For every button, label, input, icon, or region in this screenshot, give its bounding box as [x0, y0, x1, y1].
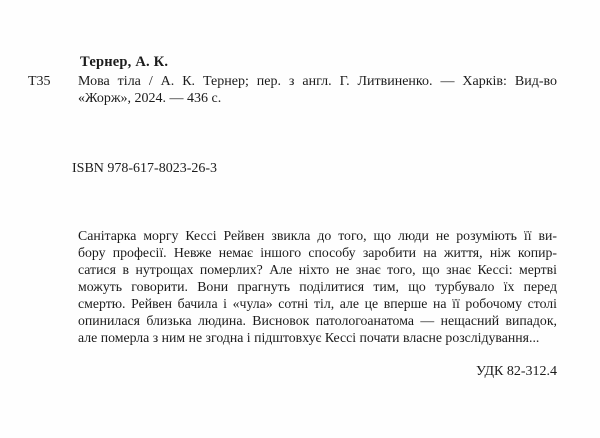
- annotation-line: але померла з ним не згодна і підштовхує Кессі почати власне розслідування...: [78, 330, 540, 345]
- annotation-line: сатися в нутрощах померлих? Але ніхто не знає того, що знає Кессі: мертві: [78, 262, 557, 277]
- annotation-line: бору професії. Невже немає іншого способу заробити на життя, ніж копир-: [78, 245, 557, 260]
- isbn: ISBN 978-617-8023-26-3: [72, 161, 218, 176]
- bibliographic-description: [78, 74, 557, 107]
- annotation-line: можуть говорити. Вони прагнуть поділитися тим, що турбувало їх перед: [78, 279, 557, 294]
- annotation-line: смертю. Рейвен бачила і «чула» сотні тіл, але це вперше на її робочому столі: [78, 296, 557, 311]
- annotation-line: опинилася близька людина. Висновок патологоанатома — нещасний випадок,: [78, 313, 557, 328]
- author-heading: Тернер, А. К.: [80, 54, 169, 70]
- bibliographic-description-line: «Жорж», 2024. — 436 с.: [78, 90, 222, 106]
- annotation-line: Санітарка моргу Кессі Рейвен звикла до того, що люди не розуміють її ви-: [78, 228, 557, 243]
- catalog-code: Т35: [28, 74, 51, 89]
- bibliographic-description-line: Мова тіла / А. К. Тернер; пер. з англ. Г. Литвиненко. — Харків: Вид-во: [78, 74, 557, 89]
- annotation-paragraph: [78, 227, 557, 346]
- udc-code: УДК 82-312.4: [475, 364, 557, 379]
